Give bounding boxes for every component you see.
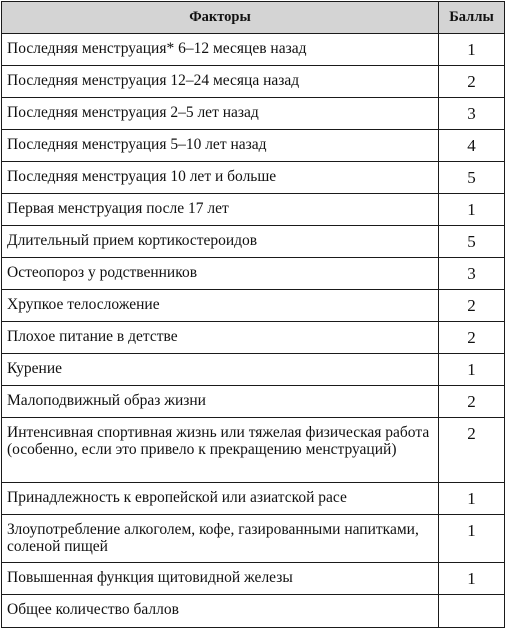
table-row	[2, 66, 505, 98]
score-cell: 1	[439, 483, 505, 515]
table-row	[2, 130, 505, 162]
total-label-cell: Общее количество баллов	[2, 595, 439, 628]
factor-cell: Остеопороз у родственников	[2, 258, 439, 290]
factor-cell: Хрупкое телосложение	[2, 290, 439, 322]
table-row	[2, 34, 505, 66]
table-row	[2, 418, 505, 483]
factor-cell: Первая менструация после 17 лет	[2, 194, 439, 226]
factor-cell: Интенсивная спортивная жизнь или тяжелая физическая работа (особенно, если это привело к прекращению менструаций)	[2, 418, 439, 483]
table-row	[2, 354, 505, 386]
score-cell: 2	[439, 386, 505, 418]
factor-cell: Принадлежность к европейской или азиатской расе	[2, 483, 439, 515]
factor-cell: Длительный прием кортикостероидов	[2, 226, 439, 258]
factor-cell: Курение	[2, 354, 439, 386]
table-row	[2, 258, 505, 290]
factor-cell: Плохое питание в детстве	[2, 322, 439, 354]
score-cell: 2	[439, 290, 505, 322]
table-row	[2, 483, 505, 515]
score-cell: 1	[439, 354, 505, 386]
factor-cell: Последняя менструация 5–10 лет назад	[2, 130, 439, 162]
total-row	[2, 595, 505, 628]
factor-cell: Последняя менструация* 6–12 месяцев назад	[2, 34, 439, 66]
factor-column-header: Факторы	[2, 2, 439, 34]
factor-cell: Малоподвижный образ жизни	[2, 386, 439, 418]
table-row	[2, 515, 505, 563]
table-row	[2, 322, 505, 354]
table-row	[2, 226, 505, 258]
score-cell: 2	[439, 322, 505, 354]
score-cell: 3	[439, 98, 505, 130]
score-cell: 2	[439, 418, 505, 483]
factor-cell: Последняя менструация 12–24 месяца назад	[2, 66, 439, 98]
score-column-header: Баллы	[439, 2, 505, 34]
table-row	[2, 386, 505, 418]
factor-cell: Последняя менструация 2–5 лет назад	[2, 98, 439, 130]
score-cell: 1	[439, 34, 505, 66]
score-cell: 2	[439, 66, 505, 98]
factor-cell: Повышенная функция щитовидной железы	[2, 563, 439, 595]
table-row	[2, 290, 505, 322]
table-row	[2, 563, 505, 595]
score-cell: 5	[439, 226, 505, 258]
table-row	[2, 98, 505, 130]
table-row	[2, 194, 505, 226]
factor-cell: Злоупотребление алкоголем, кофе, газированными напитками, соленой пищей	[2, 515, 439, 563]
table-row	[2, 162, 505, 194]
risk-factors-table	[1, 1, 505, 628]
score-cell: 1	[439, 194, 505, 226]
score-cell: 1	[439, 563, 505, 595]
score-cell: 3	[439, 258, 505, 290]
score-cell: 1	[439, 515, 505, 563]
score-cell: 5	[439, 162, 505, 194]
header-row	[2, 2, 505, 34]
factor-cell: Последняя менструация 10 лет и больше	[2, 162, 439, 194]
total-score-cell	[439, 595, 505, 628]
score-cell: 4	[439, 130, 505, 162]
